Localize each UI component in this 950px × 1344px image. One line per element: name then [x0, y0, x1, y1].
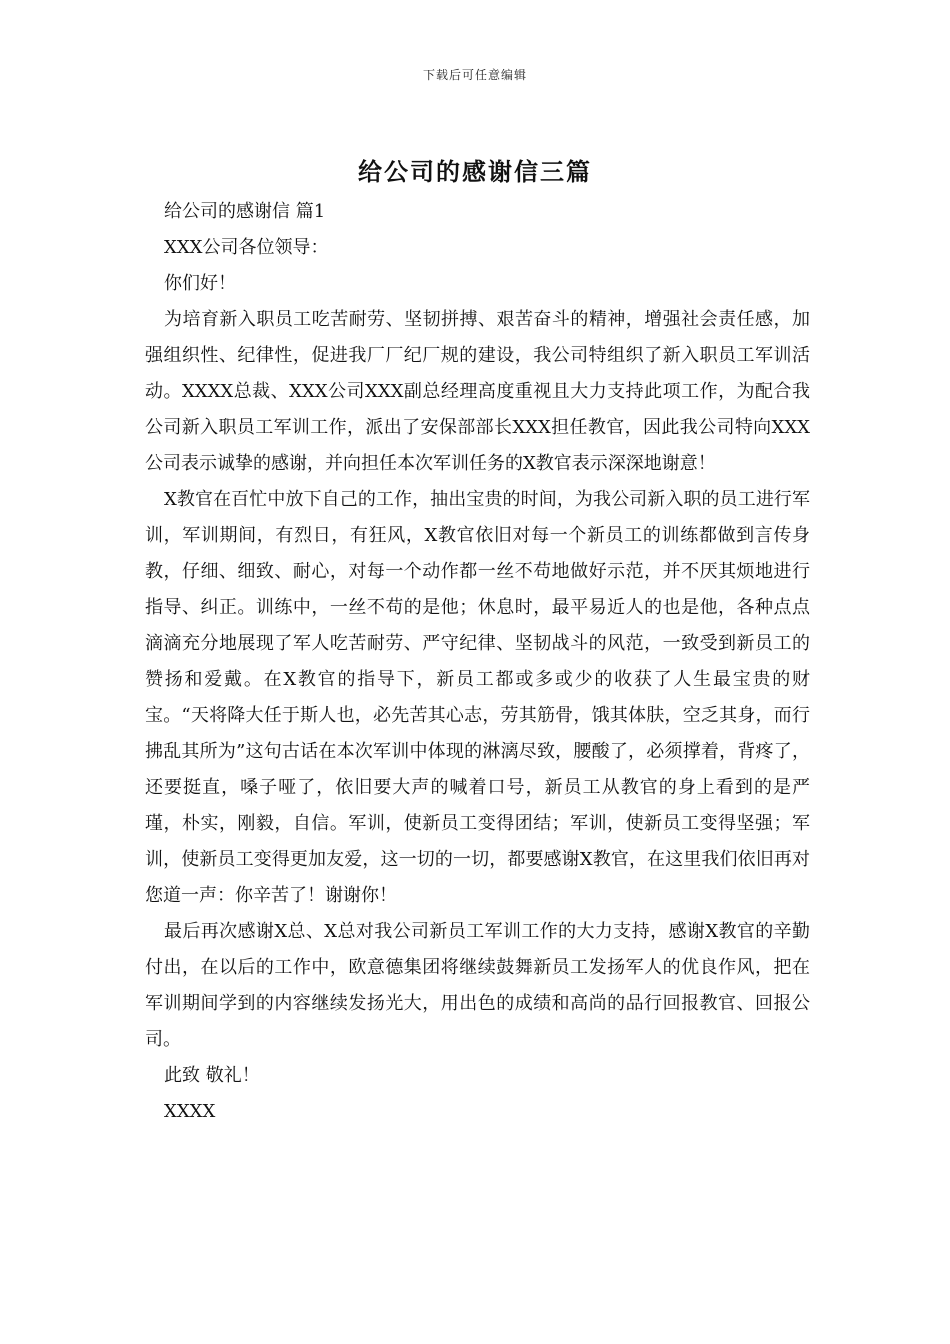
document-title: 给公司的感谢信三篇: [358, 157, 592, 186]
letter-body: [145, 194, 810, 1130]
letter-paragraph: 为培育新入职员工吃苦耐劳、坚韧拼搏、艰苦奋斗的精神，增强社会责任感，加强组织性、纪律性，促进我厂厂纪厂规的建设，我公司特组织了新入职员工军训活动。XXXX总裁、XXX公司XXX副总经理高度重视且大力支持此项工作，为配合我公司新入职员工军训工作，派出了安保部部长XXX担任教官，因此我公司特向XXX公司表示诚挚的感谢，并向担任本次军训任务的X教官表示深深地谢意！: [145, 309, 810, 474]
letter-subtitle: 给公司的感谢信 篇1: [164, 201, 326, 222]
letter-closing: 此致 敬礼！: [164, 1065, 260, 1086]
letter-paragraph: X教官在百忙中放下自己的工作，抽出宝贵的时间，为我公司新入职的员工进行军训，军训期间，有烈日，有狂风，X教官依旧对每一个新员工的训练都做到言传身教，仔细、细致、耐心，对每一个动作都一丝不苟地做好示范，并不厌其烦地进行指导、纠正。训练中，一丝不苟的是他；休息时，最平易近人的也是他，各种点点滴滴充分地展现了军人吃苦耐劳、严守纪律、坚韧战斗的风范，一致受到新员工的赞扬和爱戴。在X教官的指导下，新员工都或多或少的收获了人生最宝贵的财宝。“天将降大任于斯人也，必先苦其心志，劳其筋骨，饿其体肤，空乏其身，而行拂乱其所为”这句古话在本次军训中体现的淋漓尽致，腰酸了，必须撑着，背疼了，还要挺直，嗓子哑了，依旧要大声的喊着口号，新员工从教官的身上看到的是严瑾，朴实，刚毅，自信。军训，使新员工变得团结；军训，使新员工变得坚强；军训，使新员工变得更加友爱，这一切的一切，都要感谢X教官，在这里我们依旧再对您道一声：你辛苦了！谢谢你！: [145, 489, 810, 906]
letter-salutation: XXX公司各位领导：: [164, 237, 329, 258]
letter-signature: XXXX: [164, 1101, 216, 1122]
header-note: 下载后可任意编辑: [422, 68, 527, 82]
letter-paragraph: 最后再次感谢X总、X总对我公司新员工军训工作的大力支持，感谢X教官的辛勤付出，在以后的工作中，欧意德集团将继续鼓舞新员工发扬军人的优良作风，把在军训期间学到的内容继续发扬光大，用出色的成绩和高尚的品行回报教官、回报公司。: [145, 921, 810, 1050]
letter-greeting: 你们好！: [164, 273, 236, 294]
